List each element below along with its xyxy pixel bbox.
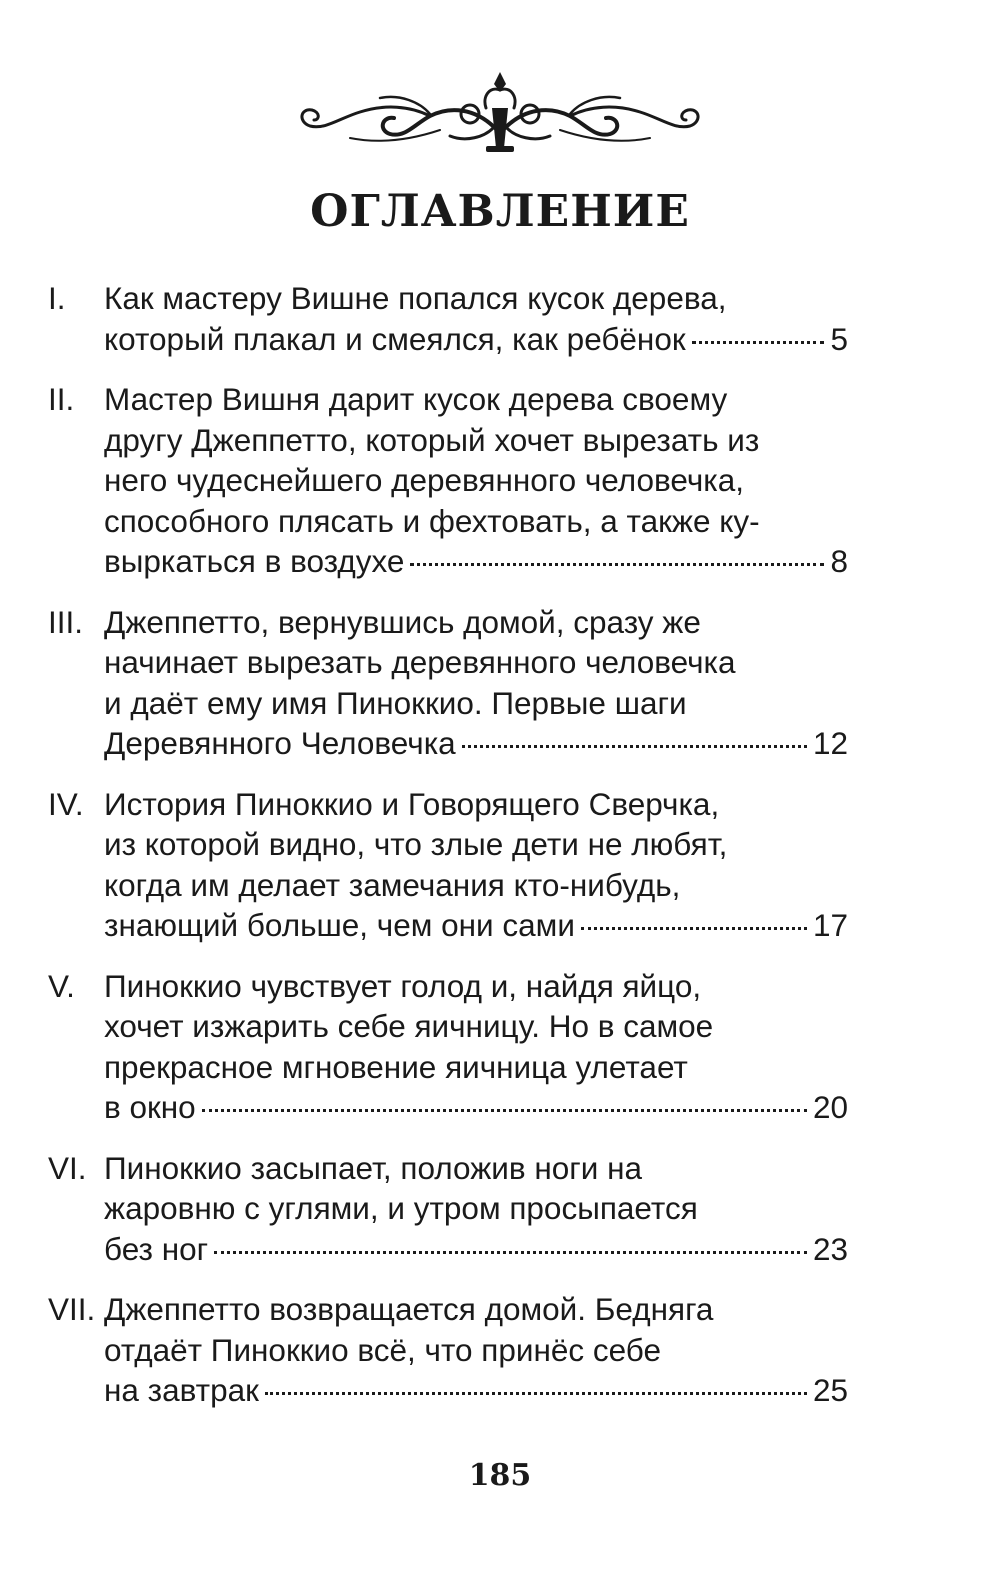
chapter-title-line: в окно xyxy=(104,1089,196,1125)
chapter-title-last-line xyxy=(104,1087,848,1128)
chapter-title xyxy=(104,1148,848,1270)
dot-leader xyxy=(462,745,807,748)
dot-leader xyxy=(692,341,825,344)
chapter-number: I. xyxy=(48,280,66,316)
chapter-page-number: 12 xyxy=(812,725,848,761)
toc-entry xyxy=(48,602,848,764)
chapter-title xyxy=(104,966,848,1128)
toc-entry xyxy=(48,1148,848,1270)
chapter-number: VI. xyxy=(48,1149,87,1186)
chapter-title-line: Пиноккио чувствует голод и, найдя яйцо, xyxy=(104,967,702,1004)
flourish-ornament-icon xyxy=(290,68,710,160)
chapter-title xyxy=(104,784,848,946)
chapter-page-number: 20 xyxy=(812,1089,848,1125)
chapter-title-line: Как мастеру Вишне попался кусок дерева, xyxy=(104,280,727,316)
toc-entry xyxy=(48,784,848,946)
chapter-title-line: Мастер Вишня дарит кусок дерева своему xyxy=(104,381,728,417)
chapter-title-line: жаровню с углями, и утром просыпается xyxy=(104,1190,698,1226)
chapter-number: VII. xyxy=(48,1291,96,1327)
chapter-title-line: Джеппетто возвращается домой. Бедняга xyxy=(104,1291,714,1327)
chapter-title xyxy=(104,602,848,764)
toc-entry xyxy=(48,278,848,359)
chapter-title-line: Деревянного Человечка xyxy=(104,725,456,761)
chapter-number: V. xyxy=(48,967,75,1004)
chapter-title-line: Пиноккио засыпает, положив ноги на xyxy=(104,1149,643,1186)
chapter-title-line: выркаться в воздухе xyxy=(104,543,405,579)
chapter-number: IV. xyxy=(48,785,84,822)
dot-leader xyxy=(581,927,807,930)
chapter-title-last-line xyxy=(104,723,848,764)
chapter-title-last-line xyxy=(104,541,848,582)
chapter-title xyxy=(104,379,848,582)
dot-leader xyxy=(214,1251,807,1254)
chapter-title-line: хочет изжарить себе яичницу. Но в самое xyxy=(104,1008,714,1044)
chapter-title-last-line xyxy=(104,319,848,360)
chapter-title-line: Джеппетто, вернувшись домой, сразу же xyxy=(104,603,701,640)
chapter-title-last-line xyxy=(104,905,848,946)
chapter-title-line: когда им делает замечания кто-нибудь, xyxy=(104,866,681,903)
chapter-title-line: него чудеснейшего деревянного человечка, xyxy=(104,462,745,498)
chapter-title xyxy=(104,1289,848,1411)
dot-leader xyxy=(202,1109,807,1112)
chapter-title-line: без ног xyxy=(104,1230,209,1267)
chapter-title-line: и даёт ему имя Пиноккио. Первые шаги xyxy=(104,684,687,721)
toc-entry xyxy=(48,966,848,1128)
chapter-title xyxy=(104,278,848,359)
chapter-page-number: 8 xyxy=(830,543,848,579)
chapter-title-last-line xyxy=(104,1370,848,1411)
page-number: 185 xyxy=(468,1458,532,1493)
toc-entry xyxy=(48,1289,848,1411)
chapter-number: III. xyxy=(48,603,84,640)
chapter-title-line: способного плясать и фехтовать, а также ку- xyxy=(104,502,760,539)
chapter-title-line: отдаёт Пиноккио всё, что принёс себе xyxy=(104,1331,662,1368)
chapter-number: II. xyxy=(48,381,75,417)
chapter-title-last-line xyxy=(104,1229,848,1270)
chapter-title-line: из которой видно, что злые дети не любят, xyxy=(104,826,728,862)
chapter-title-line: прекрасное мгновение яичница улетает xyxy=(104,1048,688,1085)
chapter-page-number: 17 xyxy=(812,907,848,943)
chapter-title-line: на завтрак xyxy=(104,1372,259,1408)
chapter-title-line: который плакал и смеялся, как ребёнок xyxy=(104,320,686,357)
dot-leader xyxy=(410,563,824,566)
chapter-page-number: 5 xyxy=(830,320,848,357)
chapter-title-line: История Пиноккио и Говорящего Сверчка, xyxy=(104,785,720,822)
page-title: ОГЛАВЛЕНИЕ xyxy=(310,186,690,237)
chapter-page-number: 25 xyxy=(812,1372,848,1408)
chapter-title-line: знающий больше, чем они сами xyxy=(104,907,575,943)
dot-leader xyxy=(265,1392,807,1395)
toc-entry xyxy=(48,379,848,582)
chapter-title-line: другу Джеппетто, который хочет вырезать из xyxy=(104,421,760,458)
chapter-title-line: начинает вырезать деревянного человечка xyxy=(104,644,736,680)
table-of-contents xyxy=(48,278,848,1431)
chapter-page-number: 23 xyxy=(812,1230,848,1267)
